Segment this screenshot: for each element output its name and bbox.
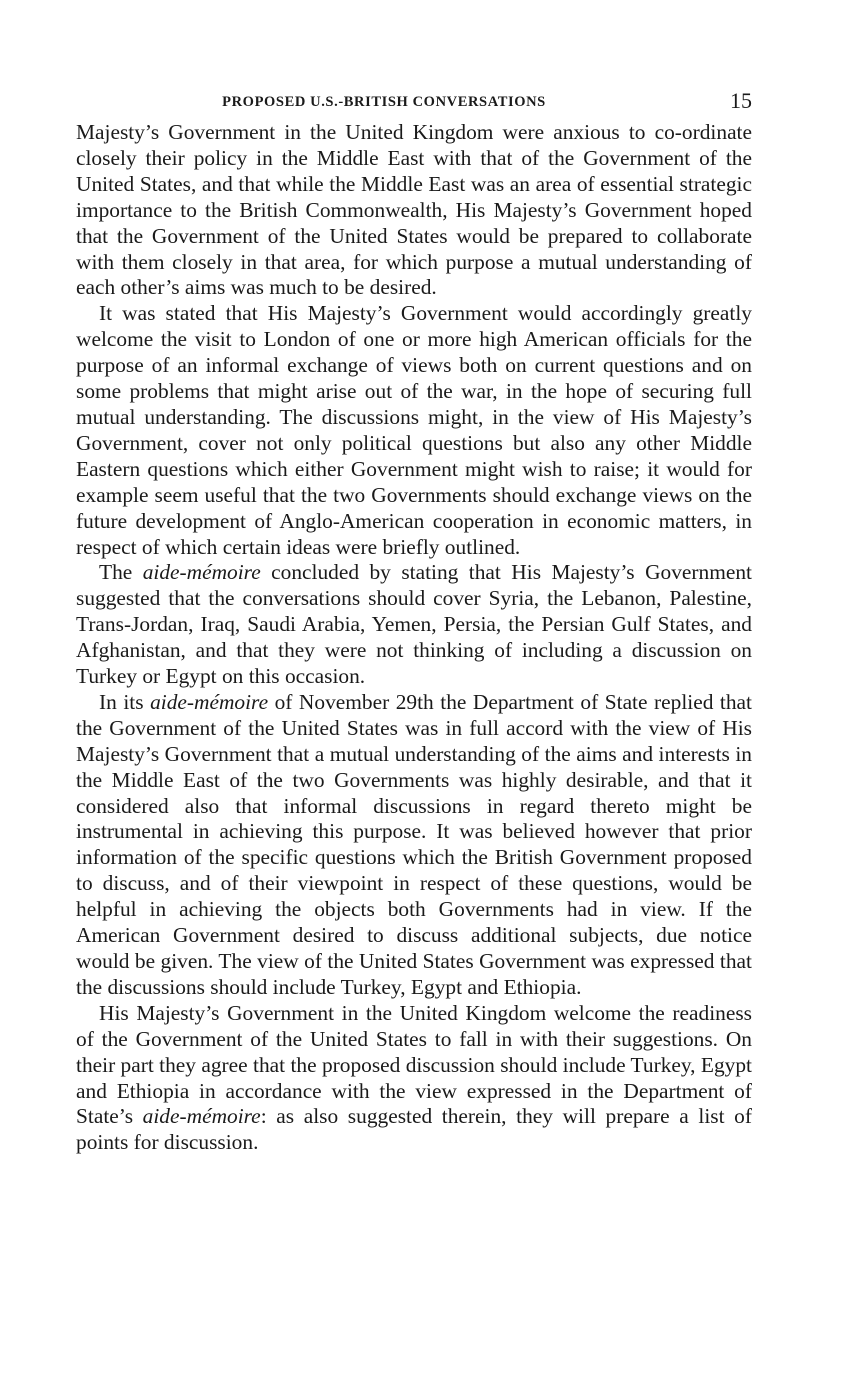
body-text bbox=[76, 120, 752, 1156]
paragraph-1: Majesty’s Government in the United Kingdom were anxious to co-ordinate closely their policy in the Middle East with that of the Government of the United States, and that while the Middle East was an area of essential strategic importance to the British Commonwealth, His Majesty’s Government hoped that the Government of the United States would be prepared to collaborate with them closely in that area, for which purpose a mutual understanding of each other’s aims was much to be desired. bbox=[76, 120, 752, 300]
running-title: PROPOSED U.S.-BRITISH CONVERSATIONS bbox=[222, 94, 546, 110]
paragraph-3-lead: The bbox=[99, 560, 143, 585]
paragraph-4-italic-term: aide-mémoire bbox=[150, 689, 269, 714]
page-number: 15 bbox=[730, 88, 752, 113]
paragraph-2: It was stated that His Majesty’s Government would accordingly greatly welcome the visit to London of one or more high American officials for the purpose of an informal exchange of views both on current questions and on some problems that might arise out of the war, in the hope of securing full mutual understanding. The discussions might, in the view of His Majesty’s Government, cover not only political questions but also any other Middle Eastern questions which either Government might wish to raise; it would for example seem useful that the two Governments should exchange views on the future development of Anglo-American cooperation in economic matters, in respect of which certain ideas were briefly outlined. bbox=[76, 301, 752, 559]
paragraph-3-italic-term: aide-mémoire bbox=[142, 560, 261, 585]
paragraph-5-rest: : as also suggested therein, they will prepare a list of points for discussion. bbox=[76, 1104, 752, 1155]
paragraph-3 bbox=[76, 560, 752, 690]
paragraph-5 bbox=[76, 1001, 752, 1156]
paragraph-4-rest: of November 29th the Department of State replied that the Government of the United States was in full accord with the view of His Majesty’s Government that a mutual understanding of the aims and interests in the Middle East of the two Governments was highly desirable, and that it considered also that informal discussions in regard thereto might be instrumental in achieving this purpose. It was believed however that prior information of the specific questions which the British Government proposed to discuss, and of their viewpoint in respect of these questions, would be helpful in achieving the objects both Governments had in view. If the American Government desired to discuss additional subjects, due notice would be given. The view of the United States Government was expressed that the discussions should include Turkey, Egypt and Ethiopia. bbox=[76, 689, 752, 999]
paragraph-5-italic-term: aide-mémoire bbox=[142, 1104, 261, 1129]
paragraph-4 bbox=[76, 690, 752, 1001]
paragraph-5-lead: His Majesty’s Government in the United Kingdom welcome the readiness of the Government of the United States to fall in with their suggestions. On their part they agree that the proposed discussion should include Turkey, Egypt and Ethiopia in accordance with the view expressed in the Department of State’s bbox=[76, 1000, 752, 1129]
paragraph-4-lead: In its bbox=[99, 689, 151, 714]
running-head bbox=[76, 88, 752, 120]
document-page bbox=[76, 88, 752, 1156]
paragraph-3-rest: concluded by stating that His Majesty’s Government suggested that the conversations should cover Syria, the Lebanon, Palestine, Trans-Jordan, Iraq, Saudi Arabia, Yemen, Persia, the Persian Gulf States, and Afghanistan, and that they were not thinking of including a discussion on Turkey or Egypt on this occasion. bbox=[76, 560, 752, 689]
